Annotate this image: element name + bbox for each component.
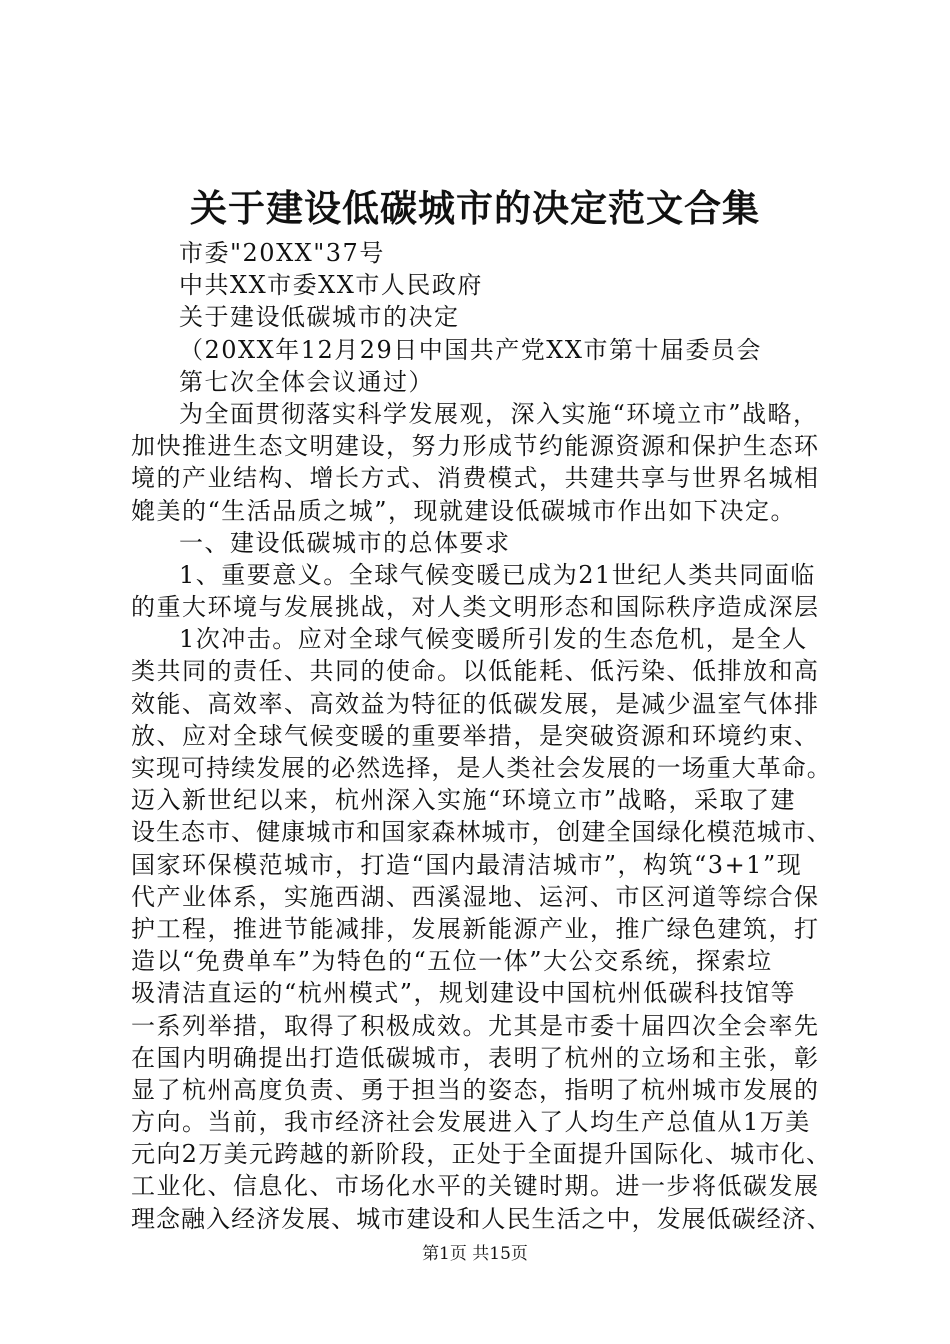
text-line: 国家环保模范城市，打造“国内最清洁城市”，构筑“3+1”现 bbox=[131, 850, 803, 879]
text-line: 境的产业结构、增长方式、消费模式，共建共享与世界名城相 bbox=[131, 464, 820, 493]
text-line: 的重大环境与发展挑战，对人类文明形态和国际秩序造成深层 bbox=[131, 593, 820, 622]
text-line: 1次冲击。应对全球气候变暖所引发的生态危机，是全人 bbox=[179, 625, 808, 654]
text-line: 护工程，推进节能减排，发展新能源产业，推广绿色建筑，打 bbox=[131, 914, 820, 943]
text-line: 一系列举措，取得了积极成效。尤其是市委十届四次全会率先 bbox=[131, 1011, 820, 1040]
document-body bbox=[131, 237, 831, 1235]
text-line: 放、应对全球气候变暖的重要举措，是突破资源和环境约束、 bbox=[131, 721, 820, 750]
text-line: 元向2万美元跨越的新阶段，正处于全面提升国际化、城市化、 bbox=[131, 1140, 832, 1169]
text-line: 效能、高效率、高效益为特征的低碳发展，是减少温室气体排 bbox=[131, 689, 820, 718]
text-line: 类共同的责任、共同的使命。以低能耗、低污染、低排放和高 bbox=[131, 657, 820, 686]
text-line: 媲美的“生活品质之城”，现就建设低碳城市作出如下决定。 bbox=[131, 496, 797, 525]
text-line: 第七次全体会议通过） bbox=[179, 367, 434, 396]
text-line: 代产业体系，实施西湖、西溪湿地、运河、市区河道等综合保 bbox=[131, 882, 820, 911]
text-line: 在国内明确提出打造低碳城市，表明了杭州的立场和主张，彰 bbox=[131, 1043, 820, 1072]
text-line: 市委"20XX"37号 bbox=[179, 239, 385, 267]
text-line: 显了杭州高度负责、勇于担当的姿态，指明了杭州城市发展的 bbox=[131, 1075, 820, 1104]
text-line: 方向。当前，我市经济社会发展进入了人均生产总值从1万美 bbox=[131, 1108, 811, 1137]
document-title: 关于建设低碳城市的决定范文合集 bbox=[190, 186, 760, 230]
text-line: 造以“免费单车”为特色的“五位一体”大公交系统，探索垃 bbox=[131, 947, 773, 976]
page-number: 第1页 共15页 bbox=[422, 1244, 528, 1264]
text-line: 实现可持续发展的必然选择，是人类社会发展的一场重大革命。 bbox=[131, 754, 832, 782]
text-line: 圾清洁直运的“杭州模式”，规划建设中国杭州低碳科技馆等 bbox=[131, 979, 797, 1008]
text-line: 关于建设低碳城市的决定 bbox=[179, 303, 460, 332]
text-line: 理念融入经济发展、城市建设和人民生活之中，发展低碳经济、 bbox=[131, 1204, 832, 1233]
text-line: 1、重要意义。全球气候变暖已成为21世纪人类共同面临 bbox=[179, 560, 816, 589]
text-line: 工业化、信息化、市场化水平的关键时期。进一步将低碳发展 bbox=[131, 1172, 820, 1201]
text-line: 迈入新世纪以来，杭州深入实施“环境立市”战略，采取了建 bbox=[131, 786, 797, 815]
text-line: 中共XX市委XX市人民政府 bbox=[179, 271, 483, 300]
text-line: （20XX年12月29日中国共产党XX市第十届委员会 bbox=[179, 335, 762, 364]
text-line: 加快推进生态文明建设，努力形成节约能源资源和保护生态环 bbox=[131, 432, 820, 461]
text-line: 设生态市、健康城市和国家森林城市，创建全国绿化模范城市、 bbox=[131, 818, 832, 847]
text-line: 为全面贯彻落实科学发展观，深入实施“环境立市”战略， bbox=[179, 399, 819, 428]
text-line: 一、建设低碳城市的总体要求 bbox=[179, 528, 511, 557]
